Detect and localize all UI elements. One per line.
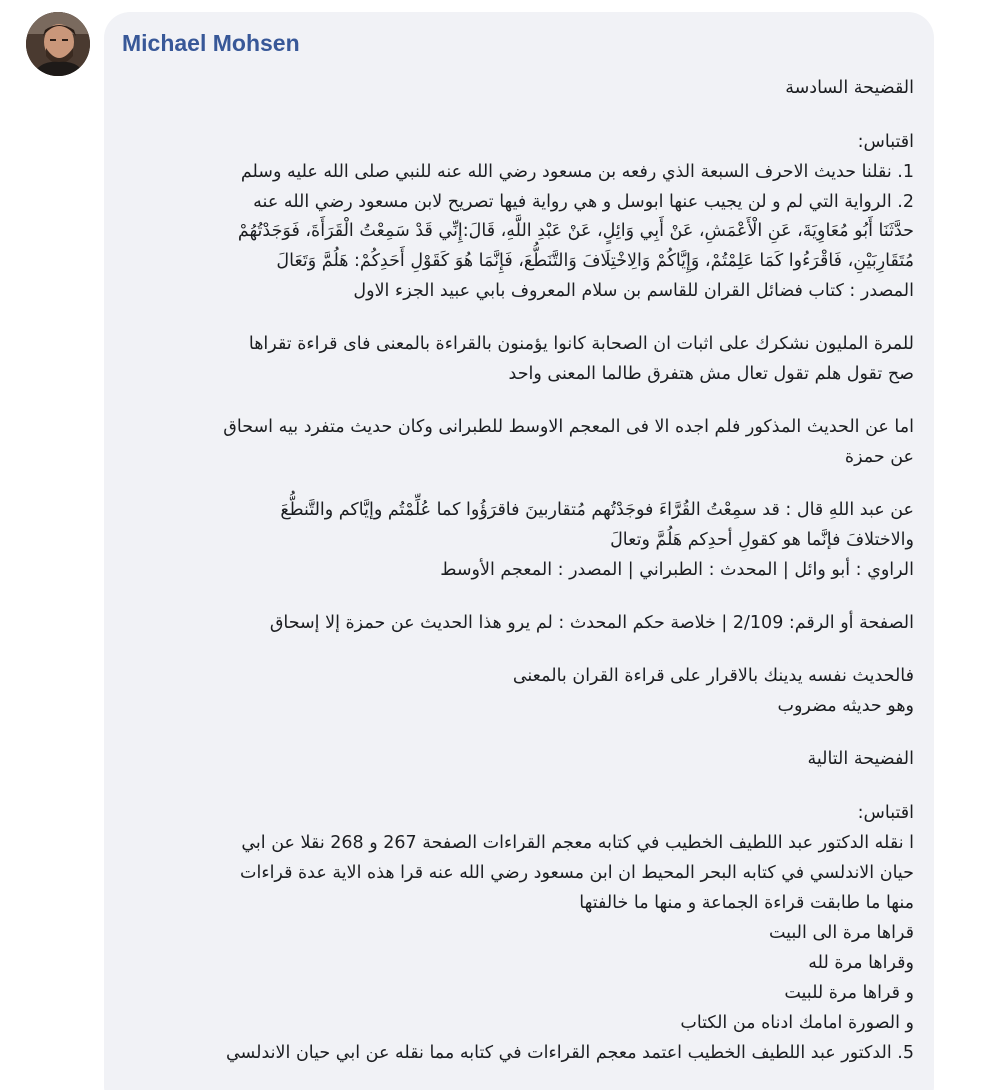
comment-line: 5. الدكتور عبد اللطيف الخطيب اعتمد معجم القراءات في كتابه مما نقله عن ابي حيان الاندلسي — [225, 1043, 914, 1063]
comment-line: عن حمزة — [844, 447, 914, 467]
comment-line: اقتباس: — [857, 132, 914, 152]
comment-line: الراوي : أبو وائل | المحدث : الطبراني | المصدر : المعجم الأوسط — [440, 560, 914, 580]
comment-line: عن عبد اللهِ قال : قد سمِعْتُ القُرَّاءَ فوجَدْتُهم مُتقاربينَ فاقرَؤُوا كما عُلِّمْتُم وإيَّاكم والتَّنطُّعَ — [280, 500, 914, 520]
comment-line: للمرة المليون نشكرك على اثبات ان الصحابة كانوا يؤمنون بالقراءة بالمعنى فاى قراءة تقراها — [248, 334, 914, 354]
comment-line: القضيحة السادسة — [785, 78, 914, 98]
comment-line: فالحديث نفسه يدينك بالاقرار على قراءة القران بالمعنى — [512, 666, 914, 686]
comment-line: الفضيحة التالية — [807, 749, 914, 769]
comment-line: وهو حديثه مضروب — [777, 696, 914, 716]
comment-line: المصدر : كتاب فضائل القران للقاسم بن سلام المعروف بابي عبيد الجزء الاول — [353, 281, 914, 301]
comment-line: اما عن الحديث المذكور فلم اجده الا فى المعجم الاوسط للطبرانى وكان حديث متفرد بيه اسحاق — [223, 417, 914, 437]
comment-bubble — [104, 12, 934, 1090]
comment-line: مُتَقَارِبَيْنِ، فَاقْرَءُوا كَمَا عَلِمْتُمْ، وَإِيَّاكُمْ وَالِاخْتِلَافَ وَالتَّنَطُّعَ، فَإِنَّمَا هُوَ كَقَوْلِ أَحَدِكُمْ: هَلُمَّ وَتَعَالَ — [276, 251, 914, 271]
avatar-photo-icon — [26, 12, 90, 76]
comment-line: منها ما طابقت قراءة الجماعة و منها ما خالفتها — [579, 893, 914, 913]
comment-line: صح تقول هلم تقول تعال مش هتفرق طالما المعنى واحد — [508, 364, 914, 384]
comment-line: 2. الرواية التي لم و لن يجيب عنها ابوسل و هي رواية فيها تصريح لابن مسعود رضي الله عنه — [253, 192, 914, 212]
comment-line: الصفحة أو الرقم: 2/109 | خلاصة حكم المحدث : لم يرو هذا الحديث عن حمزة إلا إسحاق — [269, 613, 914, 633]
comment-line: قراها مرة الى البيت — [768, 923, 914, 943]
comment-line: 1. نقلنا حديث الاحرف السبعة الذي رفعه بن مسعود رضي الله عنه للنبي صلى الله عليه وسلم — [240, 162, 914, 182]
comment-line: حيان الاندلسي في كتابه البحر المحيط ان ابن مسعود رضي الله عنه قرا هذه الاية عدة قراءات — [240, 863, 914, 883]
comment-line: ا نقله الدكتور عبد اللطيف الخطيب في كتابه معجم القراءات الصفحة 267 و 268 نقلا عن ابي — [241, 833, 914, 853]
comment-line: و الصورة امامك ادناه من الكتاب — [680, 1013, 914, 1033]
comment-line: والاختلافَ فإنَّما هو كقولِ أحدِكم هَلُمَّ وتعالَ — [610, 530, 914, 550]
comment-line: حدَّثَنَا أَبُو مُعَاوِيَةَ، عَنِ الْأَعْمَشِ، عَنْ أَبِي وَائِلٍ، عَنْ عَبْدِ اللَّهِ، قَالَ:إِنِّي قَدْ سَمِعْتُ الْقَرَأَةَ، فَوَجَدْتُهُمْ — [237, 221, 914, 241]
comment-line: و قراها مرة للبيت — [784, 983, 914, 1003]
comment-line: وقراها مرة لله — [808, 953, 914, 973]
avatar[interactable] — [26, 12, 90, 76]
comment-line: اقتباس: — [857, 803, 914, 823]
author-name[interactable]: Michael Mohsen — [122, 30, 300, 56]
